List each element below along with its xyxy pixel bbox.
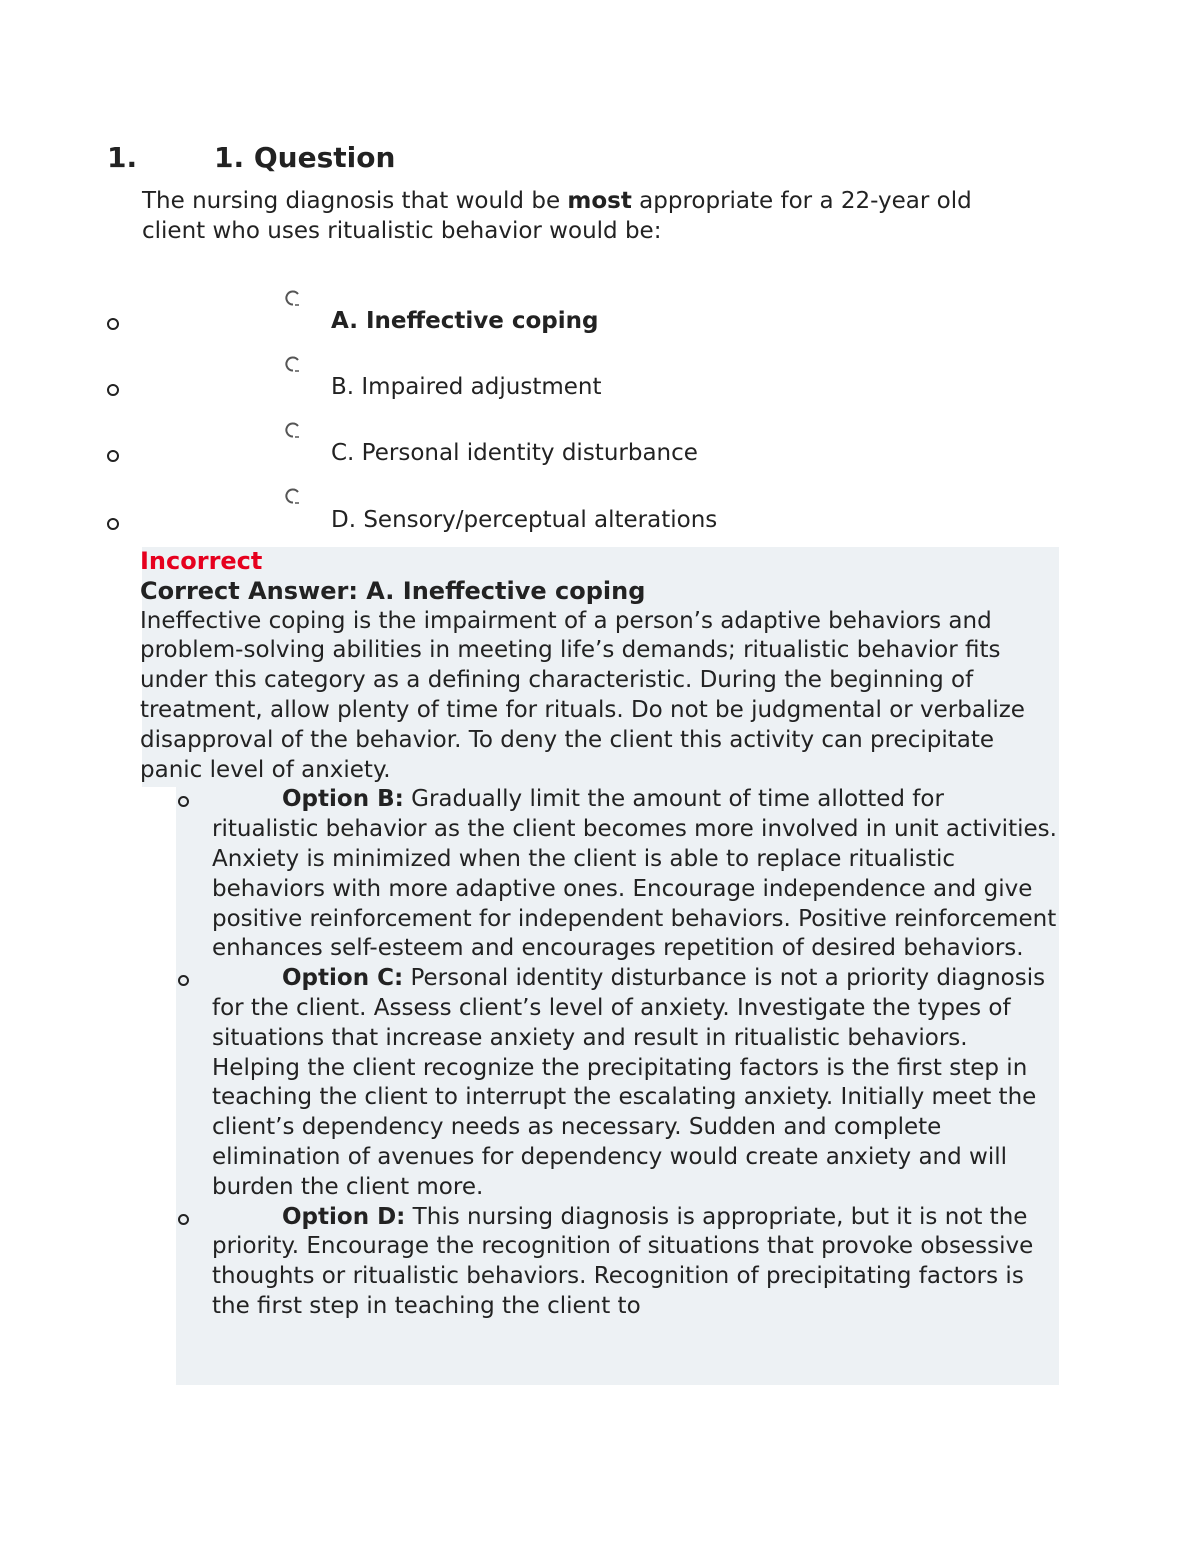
list-bullet-icon [107, 384, 119, 396]
answer-option-a[interactable] [0, 290, 1100, 356]
radio-button-icon[interactable] [285, 422, 301, 438]
explanation-text: Ineffective coping is the impairment of a person’s adaptive behaviors and problem-solving abilities in meeting life’s demands; ritualistic behavior fits under this category as a defining characteristic. During the beginning of treatment, allow plenty of time for rituals. Do not be judgmental or verbalize disapproval of the behavior. To deny the client this activity can precipitate panic level of anxiety. [140, 607, 1025, 783]
list-bullet-icon [178, 1214, 189, 1225]
list-bullet-icon [178, 975, 189, 986]
rationale-text: Personal identity disturbance is not a priority diagnosis for the client. Assess client’s level of anxiety. Investigate the types of situations that increase anxiety and result in ritualistic behaviors. Helping the client recognize the precipitating factors is the first step in teaching the client to interrupt the escalating anxiety. Initially meet the client’s dependency needs as necessary. Sudden and complete elimination of avenues for dependency would create anxiety and will burden the client more. [212, 965, 1046, 1200]
rationale-item-b [212, 785, 1057, 964]
answer-option-label[interactable]: C. Personal identity disturbance [331, 440, 698, 466]
question-outer-number: 1. [107, 141, 138, 174]
answer-option-d[interactable] [0, 488, 1100, 554]
answer-option-label[interactable]: B. Impaired adjustment [331, 374, 602, 400]
question-text-start: The nursing diagnosis that would be [142, 188, 568, 214]
list-bullet-icon [107, 450, 119, 462]
feedback-panel [140, 547, 1059, 1385]
list-bullet-icon [107, 318, 119, 330]
question-title: 1. Question [214, 141, 396, 174]
radio-button-icon[interactable] [285, 488, 301, 504]
rationale-item-c [212, 964, 1057, 1202]
radio-button-icon[interactable] [285, 290, 301, 306]
rationale-label: Option C: [282, 965, 404, 992]
result-status: Incorrect [140, 547, 263, 575]
rationale-item-d [212, 1203, 1057, 1322]
question-text-emphasis: most [567, 188, 632, 214]
rationale-label: Option D: [282, 1203, 406, 1230]
question-heading [107, 140, 395, 176]
answer-option-b[interactable] [0, 356, 1100, 422]
correct-answer: Correct Answer: A. Ineffective coping [140, 576, 646, 605]
answer-option-label[interactable]: A. Ineffective coping [331, 308, 599, 334]
rationale-text: This nursing diagnosis is appropriate, but it is not the priority. Encourage the recognition of situations that provoke obsessive thoughts or ritualistic behaviors. Recognition of precipitating factors is the first step in teaching the client to [212, 1203, 1034, 1319]
rationale-text: Gradually limit the amount of time allotted for ritualistic behavior as the client becomes more involved in unit activities. Anxiety is minimized when the client is able to replace ritualistic behaviors with more adaptive ones. Encourage independence and give positive reinforcement for independent behaviors. Positive reinforcement enhances self-esteem and encourages repetition of desired behaviors. [212, 786, 1057, 962]
list-bullet-icon [107, 518, 119, 530]
list-bullet-icon [178, 796, 189, 807]
question-text-end: appropriate for a 22-year old client who uses ritualistic behavior would be: [142, 188, 972, 244]
rationale-list [140, 785, 1059, 1321]
rationale-label: Option B: [282, 786, 404, 813]
answer-option-label[interactable]: D. Sensory/perceptual alterations [331, 507, 718, 533]
radio-button-icon[interactable] [285, 356, 301, 372]
question-text [142, 186, 1042, 246]
answer-option-c[interactable] [0, 422, 1100, 488]
